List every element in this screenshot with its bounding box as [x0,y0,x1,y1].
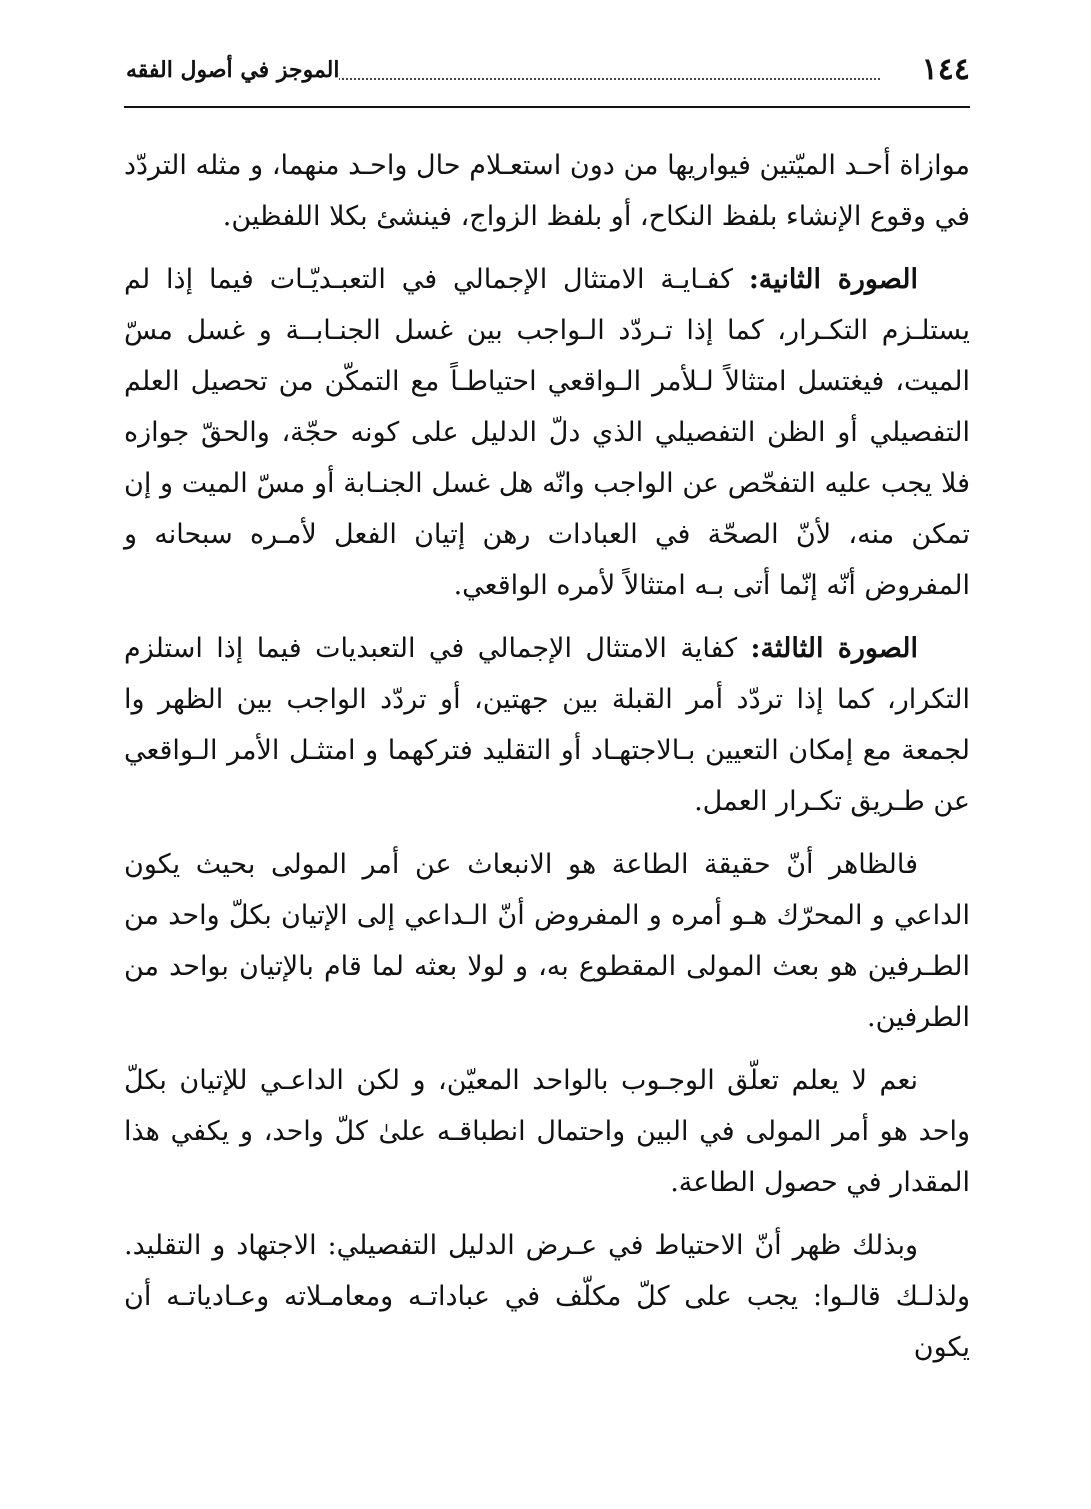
paragraph-5-text: نعم لا يعلم تعلّق الوجـوب بالواحد المعيّن، و لكن الداعـي للإتيان بكلّ واحد هو أمر المولى في البين واحتمال انطباقـه علىٰ كلّ واحد، و يكفي هذا المقدار في حصول الطاعة. [124,1065,970,1198]
paragraph-3-lead: الصورة الثالثة: [750,633,918,664]
body-text [124,140,970,1385]
page-number: ١٤٤ [921,52,970,87]
paragraph-6-text: وبذلك ظهر أنّ الاحتياط في عـرض الدليل التفصيلي: الاجتهاد و التقليد. ولذلـك قالـوا: يجب على كلّ مكلّف في عباداتـه ومعامـلاته وعـادياتـه أن يكون [124,1230,970,1363]
paragraph-5 [124,1055,970,1208]
paragraph-4 [124,839,970,1043]
paragraph-1 [124,140,970,242]
paragraph-3-text: كفاية الامتثال الإجمالي في التعبديات فيما إذا استلزم التكرار، كما إذا تردّد أمر القبلة بين جهتين، أو تردّد الواجب بين الظهر وا لجمعة مع إمكان التعيين بـالاجتهـاد أو التقليد فتركهما و امتثـل الأمر الـواقعي عن طـريق تكـرار العمل. [124,633,970,817]
paragraph-2-text: كفـايـة الامتثال الإجمالي في التعبـديّـات فيما إذا لم يستلـزم التكـرار، كما إذا تـردّد الـواجب بين غسل الجنـابــة و غسل مسّ الميت، فيغتسل امتثالاً لـلأمر الـواقعي احتياطـاً مع التمكّن من تحصيل العلم التفصيلي أو الظن التفصيلي الذي دلّ الدليل على كونه حجّة، والحقّ جوازه فلا يجب عليه التفحّص عن الواجب وانّه هل غسل الجنـابة أو مسّ الميت و إن تمكن منه، لأنّ الصحّة في العبادات رهن إتيان الفعل لأمـره سبحانه و المفروض أنّه إنّما أتى بـه امتثالاً لأمره الواقعي. [124,264,970,601]
paragraph-6 [124,1220,970,1373]
dot-leader [310,78,880,80]
paragraph-1-text: موازاة أحـد الميّتين فيواريها من دون استعـلام حال واحـد منهما، و مثله التردّد في وقوع الإنشاء بلفظ النكاح، أو بلفظ الزواج، فينشئ بكلا اللفظين. [124,150,970,232]
running-title: الموجز في أصول الفقه [120,48,339,92]
paragraph-3 [124,623,970,827]
paragraph-2-lead: الصورة الثانية: [748,264,918,295]
paragraph-4-text: فالظاهر أنّ حقيقة الطاعة هو الانبعاث عن أمر المولى بحيث يكون الداعي و المحرّك هـو أمره و المفروض أنّ الـداعي إلى الإتيان بكلّ واحد من الطـرفين هو بعث المولى المقطوع به، و لولا بعثه لما قام بالإتيان بواحد من الطرفين. [124,849,970,1033]
page-header [120,48,970,98]
paragraph-2 [124,254,970,611]
header-divider [124,106,970,108]
